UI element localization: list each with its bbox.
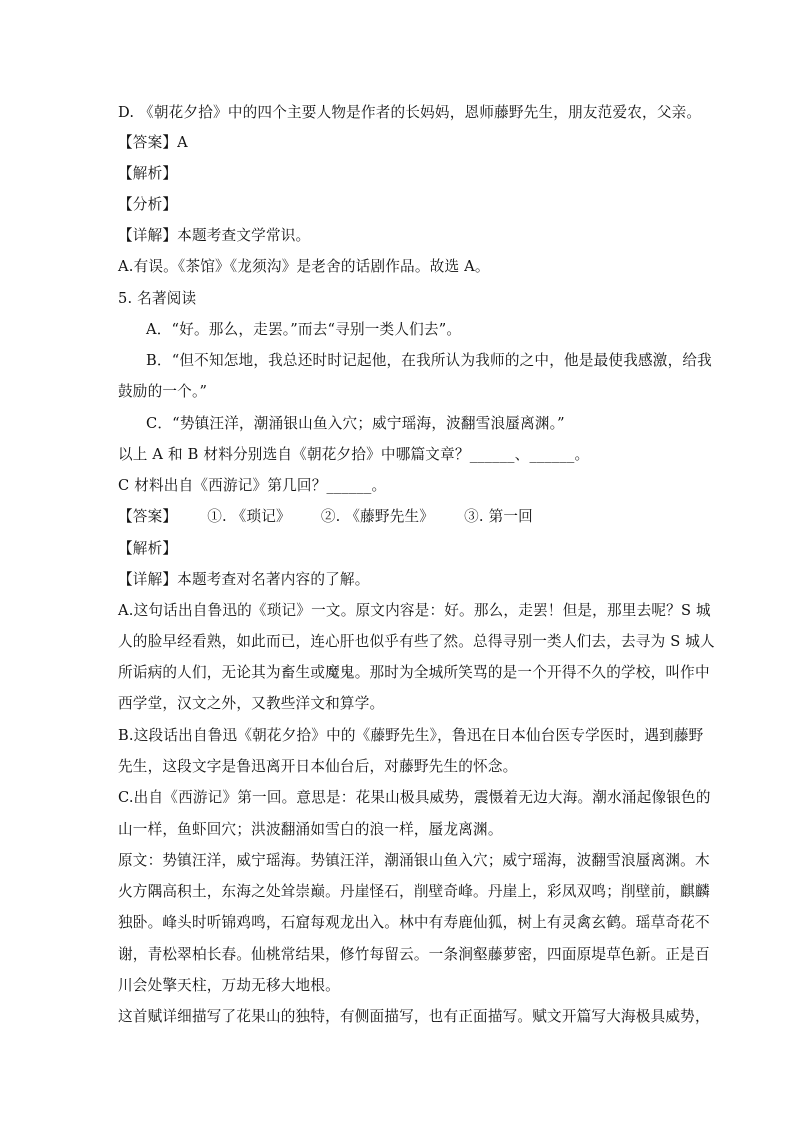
answer-2: ②. 《藤野先生》: [320, 508, 435, 525]
paragraph-line: 谢，青松翠柏长春。仙桃常结果，修竹每留云。一条涧壑藤萝密，四面原堤草色新。正是百: [118, 946, 710, 963]
question-1: 以上 A 和 B 材料分别选自《朝花夕拾》中哪篇文章？______、______。: [118, 446, 590, 463]
answer-line-label: 【答案】: [118, 508, 178, 525]
analysis-heading: 【解析】: [118, 165, 178, 182]
answer-3: ③. 第一回: [464, 508, 533, 525]
answer-line: [118, 507, 678, 527]
paragraph-line: 这首赋详细描写了花果山的独特，有侧面描写，也有正面描写。赋文开篇写大海极具威势，: [118, 1008, 710, 1025]
question-2: C 材料出自《西游记》第几回？______。: [118, 477, 387, 494]
answer-label: 【答案】A: [118, 134, 188, 151]
paragraph-line: 所诟病的人们，无论其为畜生或魔鬼。那时为全城所笑骂的是一个开得不久的学校，叫作中: [118, 664, 710, 681]
paragraph-line: B.这段话出自鲁迅《朝花夕拾》中的《藤野先生》，鲁迅在日本仙台医专学医时，遇到藤野: [118, 727, 704, 744]
question-title: 5. 名著阅读: [118, 290, 197, 307]
option-d: D. 《朝花夕拾》中的四个主要人物是作者的长妈妈，恩师藤野先生，朋友范爱农，父亲。: [118, 104, 702, 121]
paragraph-line: 西学堂，汉文之外，又教些洋文和算学。: [118, 695, 385, 712]
detail-intro: 【详解】本题考查文学常识。: [118, 227, 311, 244]
analysis-subheading: 【分析】: [118, 196, 178, 213]
paragraph-line: A.这句话出自鲁迅的《琐记》一文。原文内容是：好。那么，走罢！但是，那里去呢？S 城: [118, 602, 711, 619]
material-a: A．“好。那么，走罢。”而去“寻别一类人们去”。: [146, 321, 462, 338]
paragraph-line: 山一样，鱼虾回穴；洪波翻涌如雪白的浪一样，蜃龙离渊。: [118, 821, 503, 838]
paragraph-line: C.出自《西游记》第一回。意思是：花果山极具威势，震慑着无边大海。潮水涌起像银色的: [118, 789, 711, 806]
paragraph-line: 原文：势镇汪洋，威宁瑶海。势镇汪洋，潮涌银山鱼入穴；威宁瑶海，波翻雪浪蜃离渊。木: [118, 852, 710, 869]
paragraph-line: 火方隅高积土，东海之处耸崇巅。丹崖怪石，削壁奇峰。丹崖上，彩凤双鸣；削壁前，麒麟: [118, 883, 710, 900]
detail-intro-2: 【详解】本题考查对名著内容的了解。: [118, 571, 370, 588]
material-c: C．“势镇汪洋，潮涌银山鱼入穴；威宁瑶海，波翻雪浪蜃离渊。”: [146, 415, 565, 432]
material-b-cont: 鼓励的一个。”: [118, 383, 208, 400]
analysis-heading-2: 【解析】: [118, 540, 178, 557]
paragraph-line: 先生，这段文字是鲁迅离开日本仙台后，对藤野先生的怀念。: [118, 758, 518, 775]
detail-line: A.有误。《茶馆》《龙须沟》是老舍的话剧作品。故选 A。: [118, 258, 490, 275]
paragraph-line: 川会处擎天柱，万劫无移大地根。: [118, 977, 340, 994]
material-b: B．“但不知怎地，我总还时时记起他，在我所认为我师的之中，他是最使我感激，给我: [146, 352, 712, 369]
paragraph-line: 人的脸早经看熟，如此而已，连心肝也似乎有些了然。总得寻别一类人们去，去寻为 S 城人: [118, 633, 715, 650]
answer-1: ①. 《琐记》: [207, 508, 291, 525]
paragraph-line: 独卧。峰头时听锦鸡鸣，石窟每观龙出入。林中有寿鹿仙狐，树上有灵禽玄鹤。瑶草奇花不: [118, 914, 710, 931]
